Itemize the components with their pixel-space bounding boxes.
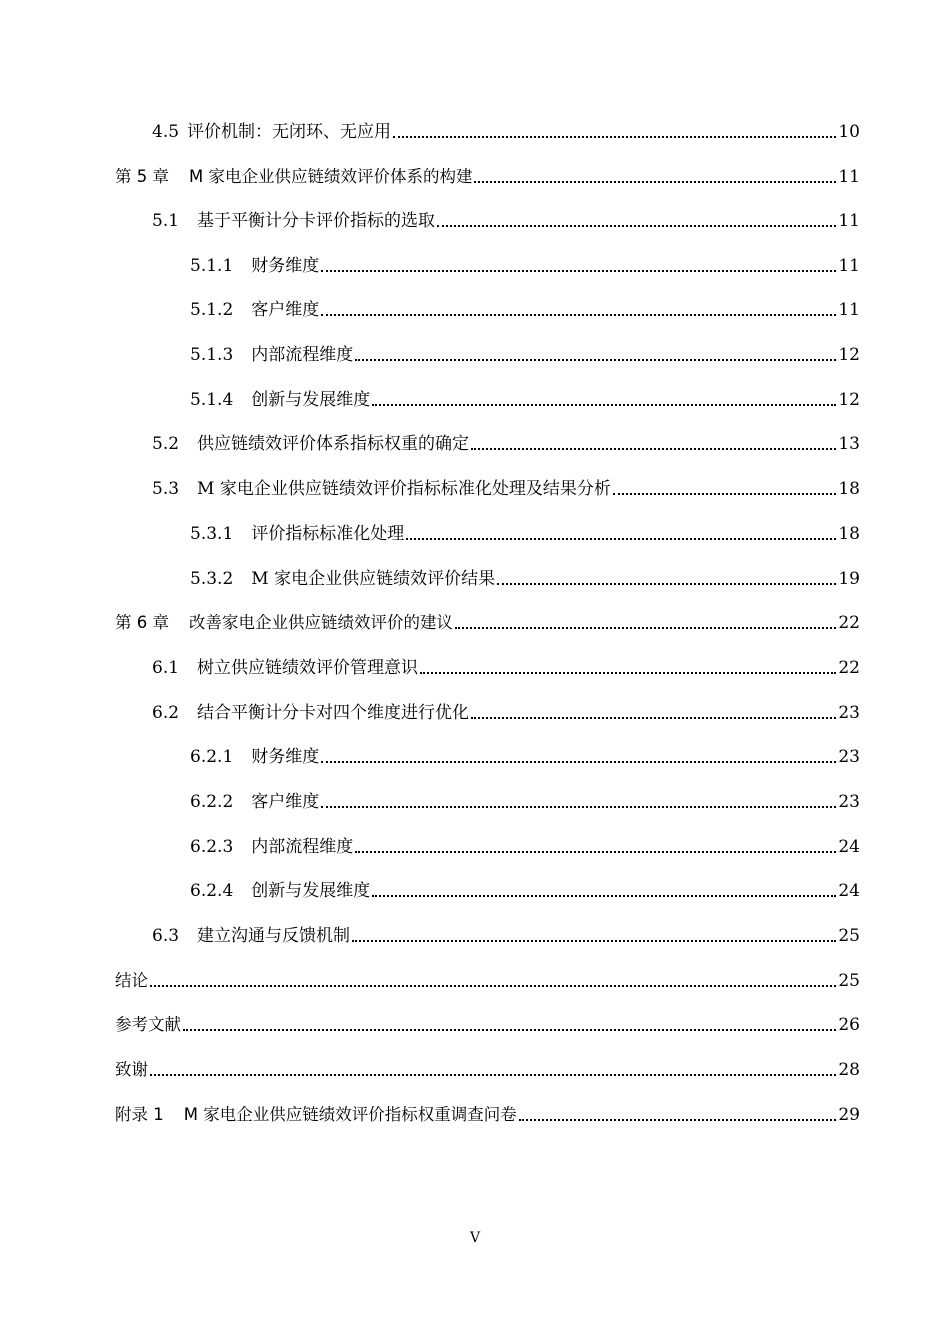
toc-entry-number: 5.1.1	[190, 256, 234, 276]
toc-entry-6-3[interactable]	[152, 924, 860, 948]
toc-entry-5-3[interactable]	[152, 477, 860, 501]
dot-leader	[406, 538, 836, 540]
toc-entry-page: 19	[838, 569, 860, 589]
dot-leader	[471, 448, 836, 450]
toc-entry-page: 13	[838, 434, 860, 454]
dot-leader	[455, 627, 836, 629]
toc-entry-page: 22	[838, 613, 860, 633]
toc-entry-number: 4.5	[152, 122, 180, 142]
dot-leader	[372, 895, 836, 897]
toc-entry-page: 18	[838, 524, 860, 544]
toc-entry-title: 财务维度	[251, 747, 320, 767]
toc-entry-page: 23	[838, 703, 860, 723]
toc-entry-page: 23	[838, 747, 860, 767]
toc-entry-page: 22	[838, 658, 860, 678]
toc-entry-title: 参考文献	[115, 1015, 181, 1034]
toc-entry-page: 12	[838, 345, 860, 365]
toc-entry-number: 5.3.1	[190, 524, 234, 544]
toc-entry-number: 5.2	[152, 434, 180, 454]
dot-leader	[321, 761, 836, 763]
toc-entry-page: 11	[838, 300, 860, 320]
toc-entry-title: 创新与发展维度	[251, 881, 371, 901]
toc-entry-title: 财务维度	[251, 256, 320, 276]
toc-entry-5-1-4[interactable]	[190, 388, 860, 412]
toc-entry-number: 6.2.2	[190, 792, 234, 812]
dot-leader	[613, 493, 837, 495]
toc-entry-6-2-3[interactable]	[190, 835, 860, 859]
toc-entry-6-2[interactable]	[152, 701, 860, 725]
toc-entry-6-2-4[interactable]	[190, 879, 860, 903]
dot-leader	[372, 404, 836, 406]
toc-entry-5-1-2[interactable]	[190, 298, 860, 322]
toc-entry-title: 内部流程维度	[251, 345, 354, 365]
toc-entry-page: 25	[838, 926, 860, 946]
toc-entry-number: 5.1.4	[190, 390, 234, 410]
toc-entry-6-2-1[interactable]	[190, 745, 860, 769]
toc-entry-number: 6.3	[152, 926, 180, 946]
toc-entry-title: 树立供应链绩效评价管理意识	[197, 658, 419, 678]
dot-leader	[321, 806, 836, 808]
dot-leader	[321, 270, 836, 272]
toc-entry-title: 结合平衡计分卡对四个维度进行优化	[197, 703, 470, 723]
toc-entry-number: 5.1.3	[190, 345, 234, 365]
toc-entry-number: 5.3	[152, 479, 180, 499]
toc-entry-title: M 家电企业供应链绩效评价体系的构建	[189, 167, 473, 186]
dot-leader	[183, 1029, 836, 1031]
page-number: V	[469, 1230, 481, 1246]
toc-entry-title: 供应链绩效评价体系指标权重的确定	[197, 434, 470, 454]
dot-leader	[150, 1074, 836, 1076]
toc-entry-title: M 家电企业供应链绩效评价指标权重调查问卷	[183, 1105, 517, 1124]
toc-entry-conclusion[interactable]	[115, 969, 860, 993]
toc-entry-page: 11	[838, 211, 860, 231]
toc-entry-6-1[interactable]	[152, 656, 860, 680]
toc-entry-page: 10	[838, 122, 860, 142]
toc-entry-number: 6.2	[152, 703, 180, 723]
toc-entry-number: 6.2.1	[190, 747, 234, 767]
toc-entry-number: 6.2.3	[190, 837, 234, 857]
toc-entry-number: 6.2.4	[190, 881, 234, 901]
toc-entry-title: 创新与发展维度	[251, 390, 371, 410]
toc-entry-5-1[interactable]	[152, 209, 860, 233]
toc-entry-page: 24	[838, 881, 860, 901]
toc-entry-title: 改善家电企业供应链绩效评价的建议	[189, 613, 453, 632]
toc-entry-title: 基于平衡计分卡评价指标的选取	[197, 211, 436, 231]
toc-entry-page: 29	[838, 1105, 860, 1125]
toc-entry-chapter-5[interactable]	[115, 165, 860, 189]
toc-entry-5-1-3[interactable]	[190, 343, 860, 367]
dot-leader	[474, 181, 836, 183]
toc-entry-page: 18	[838, 479, 860, 499]
toc-entry-appendix-1[interactable]	[115, 1103, 860, 1127]
dot-leader	[497, 583, 836, 585]
toc-entry-number: 5.1	[152, 211, 180, 231]
toc-entry-title: 建立沟通与反馈机制	[197, 926, 351, 946]
toc-entry-5-3-1[interactable]	[190, 522, 860, 546]
toc-entry-title: 客户维度	[251, 300, 320, 320]
dot-leader	[420, 672, 836, 674]
dot-leader	[321, 314, 836, 316]
dot-leader	[519, 1119, 837, 1121]
toc-entry-acknowledgements[interactable]	[115, 1058, 860, 1082]
toc-entry-title: 内部流程维度	[251, 837, 354, 857]
toc-entry-page: 12	[838, 390, 860, 410]
toc-entry-title: 致谢	[115, 1060, 148, 1079]
toc-entry-page: 26	[838, 1015, 860, 1035]
toc-entry-number: 第 5 章	[115, 167, 169, 186]
toc-entry-title: M 家电企业供应链绩效评价结果	[251, 569, 496, 589]
dot-leader	[471, 717, 836, 719]
dot-leader	[355, 359, 836, 361]
toc-entry-chapter-6[interactable]	[115, 611, 860, 635]
dot-leader	[150, 985, 836, 987]
toc-entry-number: 第 6 章	[115, 613, 169, 632]
toc-entry-page: 11	[838, 167, 860, 187]
toc-entry-page: 28	[838, 1060, 860, 1080]
toc-entry-page: 23	[838, 792, 860, 812]
toc-entry-5-3-2[interactable]	[190, 567, 860, 591]
toc-entry-title: 客户维度	[251, 792, 320, 812]
toc-entry-6-2-2[interactable]	[190, 790, 860, 814]
toc-entry-title: M 家电企业供应链绩效评价指标标准化处理及结果分析	[197, 479, 611, 499]
toc-entry-references[interactable]	[115, 1013, 860, 1037]
toc-entry-title: 评价机制：无闭环、无应用	[187, 122, 392, 142]
toc-entry-number: 附录 1	[115, 1105, 164, 1124]
toc-entry-4-5[interactable]	[152, 120, 860, 144]
dot-leader	[437, 225, 836, 227]
toc-entry-title: 结论	[115, 971, 148, 990]
toc-entry-page: 24	[838, 837, 860, 857]
toc-entry-number: 5.3.2	[190, 569, 234, 589]
toc-entry-number: 5.1.2	[190, 300, 234, 320]
dot-leader	[355, 851, 836, 853]
toc-entry-number: 6.1	[152, 658, 180, 678]
dot-leader	[352, 940, 836, 942]
dot-leader	[393, 136, 836, 138]
toc-entry-page: 11	[838, 256, 860, 276]
toc-entry-page: 25	[838, 971, 860, 991]
toc-entry-5-1-1[interactable]	[190, 254, 860, 278]
toc-entry-title: 评价指标标准化处理	[251, 524, 405, 544]
toc-entry-5-2[interactable]	[152, 432, 860, 456]
